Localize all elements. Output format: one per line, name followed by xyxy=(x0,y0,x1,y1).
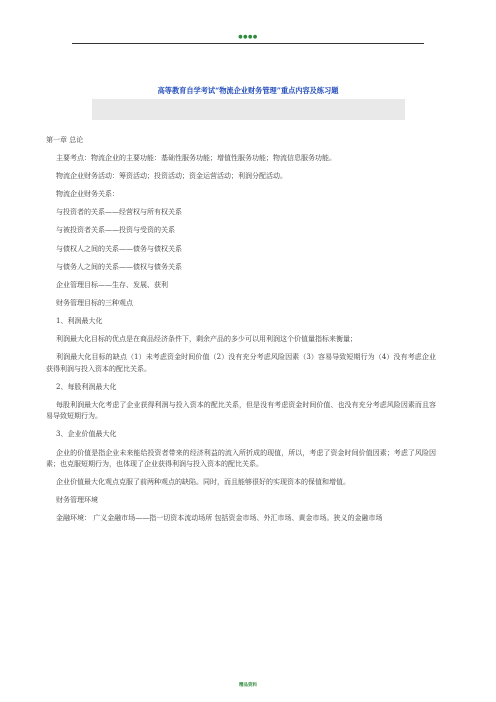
paragraph: 物流企业财务关系： xyxy=(56,190,119,199)
paragraph: 利润最大化目标的缺点（1）未考虑资金时间价值（2）没有充分考虑风险因素（3）容易导致短期行为（4）没有考虑企业获得利润与投入资本的配比关系。 xyxy=(46,353,436,373)
paragraph: 企业的价值是指企业未来能给投资者带来的经济利益的流入所折成的现值，所以，考虑了资金时间价值因素；考虑了风险因素；也克服短期行为，也体现了企业获得利润与投入资本的配比关系。 xyxy=(46,448,436,468)
document-body xyxy=(46,135,436,531)
paragraph: 企业管理目标——生存、发展、获利 xyxy=(56,280,168,289)
header-mark: ●●●● xyxy=(238,34,258,40)
paragraph: 主要考点：物流企业的主要功能：基础性服务功能；增值性服务功能；物流信息服务功能。 xyxy=(56,154,336,163)
paragraph: 与投资者的关系——经营权与所有权关系 xyxy=(56,208,182,217)
paragraph: 与被投资者关系——投资与受资的关系 xyxy=(56,226,175,235)
header-rule xyxy=(72,43,424,44)
footer-mark: 精品资料 xyxy=(239,683,257,688)
paragraph: 企业价值最大化观点克服了前两种观点的缺陷。同时，而且能够很好的实现资本的保值和增值。 xyxy=(56,478,350,487)
document-title: 高等教育自学考试“物流企业财务管理”重点内容及练习题 xyxy=(157,86,339,95)
subheading: 1、利润最大化 xyxy=(56,316,103,325)
paragraph: 每股利润最大化考虑了企业获得利润与投入资本的配比关系，但是没有考虑资金时间价值、也没有充分考虑风险因素而且容易导致短期行为。 xyxy=(46,400,436,421)
paragraph: 利润最大化目标的优点是在商品经济条件下，剩余产品的多少可以用利润这个价值量指标来衡量； xyxy=(56,335,357,344)
shaded-box xyxy=(92,99,405,120)
paragraph: 财务管理环境 xyxy=(56,496,98,505)
paragraph: 财务管理目标的三种观点 xyxy=(56,298,133,307)
paragraph: 金融环境： 广义金融市场——指一切资本流动场所 包括资金市场、外汇市场、黄金市场。狭义的金融市场 xyxy=(56,514,383,523)
paragraph: 物流企业财务活动：筹资活动；投资活动；资金运营活动；利润分配活动。 xyxy=(56,172,287,181)
subheading: 2、每股利润最大化 xyxy=(56,382,117,391)
subheading: 3、企业价值最大化 xyxy=(56,430,117,439)
paragraph: 与债务人之间的关系——债权与债务关系 xyxy=(56,262,182,271)
paragraph: 与债权人之间的关系——债务与债权关系 xyxy=(56,244,182,253)
chapter-heading: 第一章 总论 xyxy=(46,136,84,144)
